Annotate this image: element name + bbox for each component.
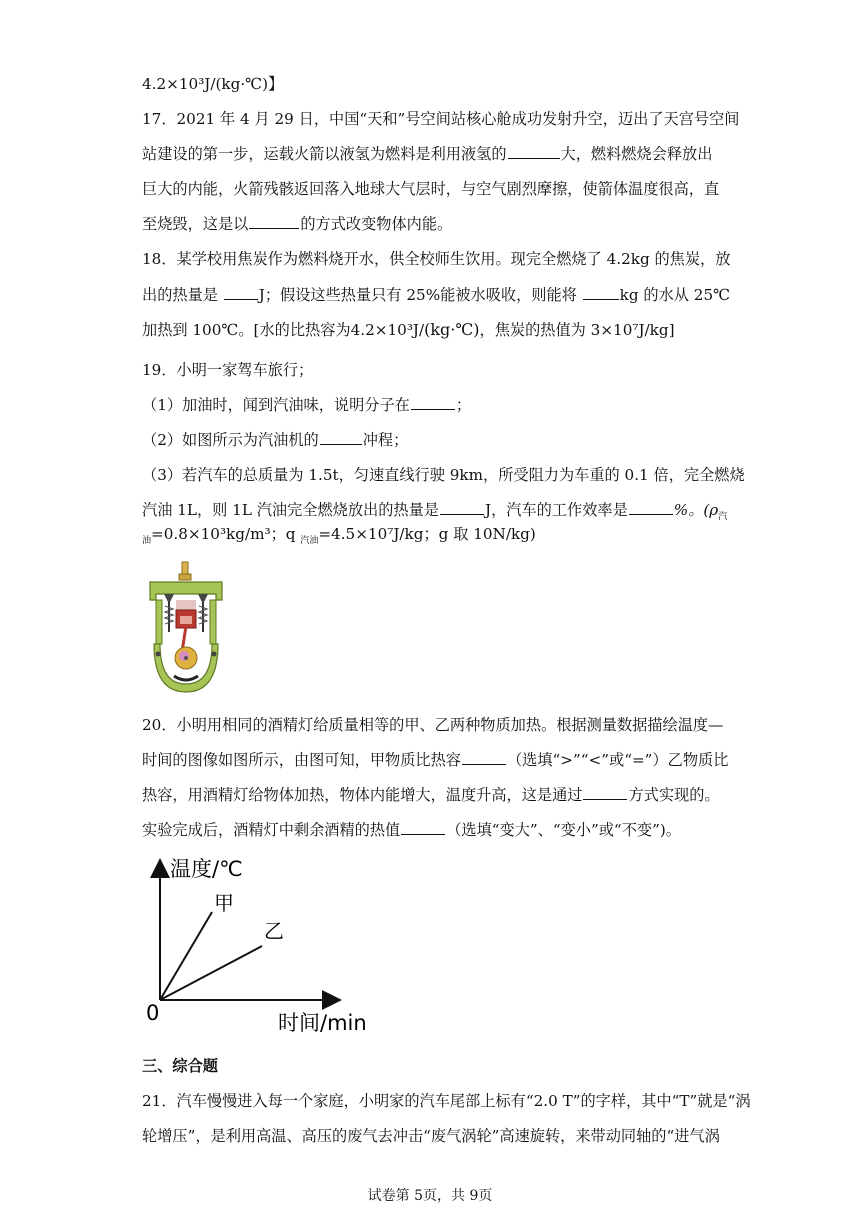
subscript: 汽 [718,512,728,523]
question-17 [142,109,739,129]
subscript: 油 [142,536,152,547]
answer-blank[interactable] [249,214,299,229]
text: 实验完成后，酒精灯中剩余酒精的热值 [142,821,401,839]
text: =4.5×10⁷J/kg；g 取 10N/kg) [318,525,536,543]
question-21 [142,1091,751,1111]
text: （3）若汽车的总质量为 1.5t，匀速直线行驶 9km，所受阻力为车重的 0.1 倍，完全燃烧 [142,466,745,484]
text-line [142,750,728,770]
answer-blank[interactable] [583,785,627,800]
text: =0.8×10³kg/m³；q [151,525,301,543]
text: %。(ρ [673,501,719,519]
question-18 [142,249,730,269]
answer-blank[interactable] [224,285,258,300]
text-line [142,500,728,523]
answer-blank[interactable] [440,500,484,515]
text: 站建设的第一步，运载火箭以液氢为燃料是利用液氢的 [142,145,507,163]
text: （2）如图所示为汽油机的 [142,431,319,449]
text-line [142,430,408,450]
text-line [142,214,452,234]
answer-blank[interactable] [462,750,506,765]
text: 三、综合题 [142,1057,218,1075]
y-axis-label: 温度/℃ [170,857,243,881]
text-line [142,395,471,415]
text: 18．某学校用焦炭作为燃料烧开水，供全校师生饮用。现完全燃烧了 4.2kg 的焦炭，放 [142,250,731,268]
text-line [142,820,681,840]
text: 的方式改变物体内能。 [300,215,453,233]
text-line [142,1126,720,1146]
text: 汽油 1L，则 1L 汽油完全燃烧放出的热量是 [142,501,439,519]
answer-blank[interactable] [629,500,673,515]
text: （选填“变大”、“变小”或“不变”)。 [446,821,681,839]
text: 17．2021 年 4 月 29 日，中国“天和”号空间站核心舱成功发射升空，迈出了天宫号空间 [142,110,740,128]
text: 出的热量是 [142,286,223,304]
text-line [142,285,730,305]
x-axis-label: 时间/min [278,1011,367,1035]
text-line [142,785,720,805]
formula-unit: (kg·℃) [424,320,480,339]
origin-label: 0 [146,1001,160,1025]
text: 至烧毁，这是以 [142,215,249,233]
text-line [142,179,719,199]
engine-diagram [146,560,226,696]
answer-blank[interactable] [583,285,619,300]
answer-blank[interactable] [320,430,362,445]
text: 21．汽车慢慢进入每一个家庭，小明家的汽车尾部上标有“2.0 T”的字样，其中“T”就是“涡 [142,1092,751,1110]
text: 轮增压”，是利用高温、高压的废气去冲击“废气涡轮”高速旋转，来带动同轴的“进气涡 [142,1127,720,1145]
section-heading [142,1056,218,1076]
text: 4.2×10³J/(kg·℃)】 [142,75,284,93]
series-label-yi: 乙 [264,919,284,943]
subscript: 汽油 [300,536,319,547]
text-line [142,74,283,94]
text: J，汽车的工作效率是 [484,501,628,519]
text: （1）加油时，闻到汽油味，说明分子在 [142,396,410,414]
text: 19．小明一家驾车旅行； [142,361,314,379]
text: kg 的水从 25℃ [619,286,731,304]
text: 加热到 100℃。[水的比热容为 [142,321,351,339]
answer-blank[interactable] [401,820,445,835]
text: 时间的图像如图所示，由图可知，甲物质比热容 [142,751,461,769]
formula: 4.2×10³J/ [350,321,425,339]
text-line [142,465,745,485]
text: 方式实现的。 [628,786,720,804]
text: （选填“>”“<”或“=”）乙物质比 [506,751,729,769]
text: 冲程； [362,431,409,449]
text: 大，燃料燃烧会释放出 [560,145,713,163]
text: 巨大的内能，火箭残骸返回落入地球大气层时，与空气剧烈摩擦，使箭体温度很高，直 [142,180,720,198]
text: 20．小明用相同的酒精灯给质量相等的甲、乙两种物质加热。根据测量数据描绘温度— [142,716,724,734]
series-label-jia: 甲 [214,891,234,915]
question-20 [142,715,723,735]
temperature-time-chart [140,850,370,1040]
text-line [142,144,712,164]
text: J；假设这些热量只有 25%能被水吸收，则能将 [258,286,582,304]
text-line [142,524,536,547]
answer-blank[interactable] [508,144,560,159]
text: ，焦炭的热值为 3×10⁷J/kg] [479,321,675,339]
text: ； [455,396,472,414]
text-line [142,320,675,340]
answer-blank[interactable] [411,395,455,410]
page-footer: 试卷第 5页，共 9页 [367,1188,493,1204]
text: 热容，用酒精灯给物体加热，物体内能增大，温度升高，这是通过 [142,786,583,804]
question-19 [142,360,313,380]
